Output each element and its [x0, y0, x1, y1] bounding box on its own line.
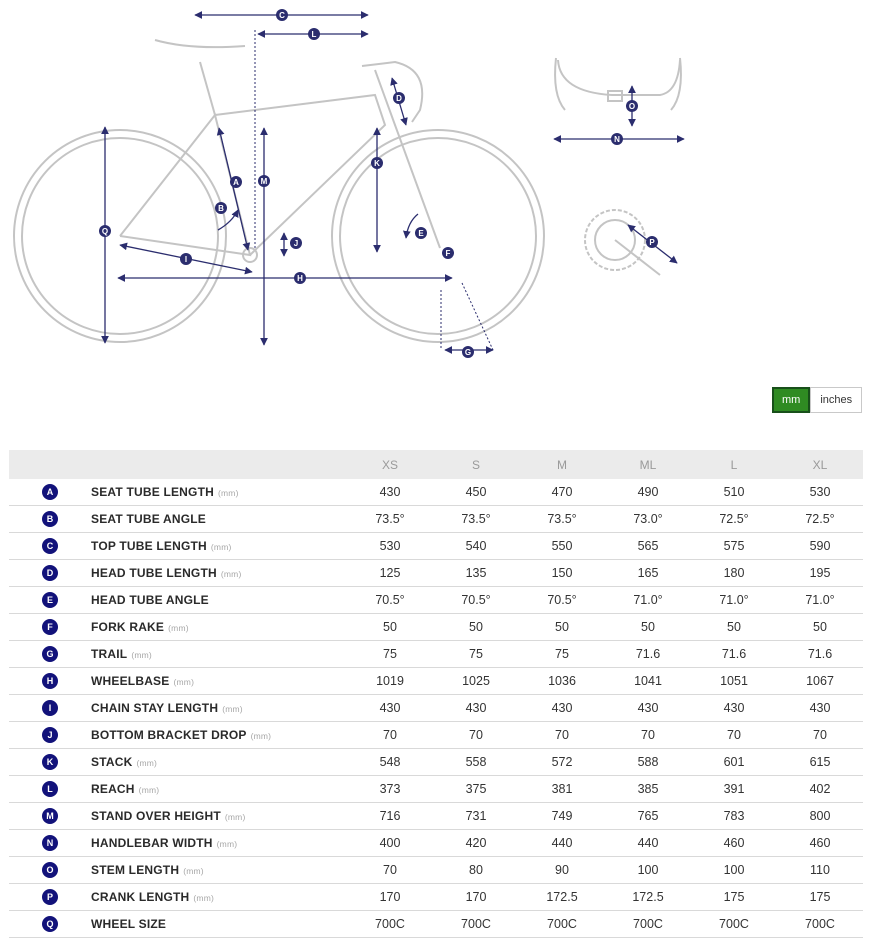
svg-text:J: J — [293, 239, 299, 248]
geometry-table — [9, 450, 863, 938]
measurement-value: 72.5° — [777, 506, 863, 533]
svg-text:K: K — [374, 159, 380, 168]
measurement-value: 700C — [347, 911, 433, 938]
measurement-letter-badge: L — [42, 781, 58, 797]
measurement-unit: (mm) — [222, 704, 243, 714]
measurement-value: 440 — [519, 830, 605, 857]
measurement-value: 749 — [519, 803, 605, 830]
measurement-value: 510 — [691, 479, 777, 506]
front-wheel — [332, 130, 544, 342]
measurement-unit: (mm) — [220, 569, 242, 579]
measurement-unit: (mm) — [168, 623, 189, 633]
measurement-value: 1025 — [433, 668, 519, 695]
measurement-value: 150 — [519, 560, 605, 587]
measurement-label: STACK — [91, 755, 133, 769]
measurement-value: 50 — [777, 614, 863, 641]
measurement-value: 402 — [777, 776, 863, 803]
measurement-value: 75 — [347, 641, 433, 668]
size-header: XS — [347, 450, 433, 479]
measurement-label: BOTTOM BRACKET DROP — [91, 728, 247, 742]
measurement-value: 731 — [433, 803, 519, 830]
table-row — [9, 803, 863, 830]
size-header: S — [433, 450, 519, 479]
table-row — [9, 533, 863, 560]
measurement-value: 450 — [433, 479, 519, 506]
measurement-value: 550 — [519, 533, 605, 560]
measurement-value: 765 — [605, 803, 691, 830]
svg-text:H: H — [297, 274, 303, 283]
measurement-value: 73.5° — [433, 506, 519, 533]
measurement-value: 548 — [347, 749, 433, 776]
measurement-value: 70.5° — [347, 587, 433, 614]
measurement-value: 385 — [605, 776, 691, 803]
measurement-value: 565 — [605, 533, 691, 560]
measurement-value: 70 — [777, 722, 863, 749]
measurement-value: 175 — [691, 884, 777, 911]
measurement-value: 381 — [519, 776, 605, 803]
measurement-value: 72.5° — [691, 506, 777, 533]
measurement-value: 70 — [691, 722, 777, 749]
measurement-value: 170 — [347, 884, 433, 911]
measurement-label: WHEEL SIZE — [91, 917, 167, 931]
measurement-value: 180 — [691, 560, 777, 587]
measurement-value: 70.5° — [433, 587, 519, 614]
measurement-value: 70.5° — [519, 587, 605, 614]
measurement-label: FORK RAKE — [91, 620, 165, 634]
measurement-letter-badge: N — [42, 835, 58, 851]
measurement-value: 530 — [347, 533, 433, 560]
measurement-value: 375 — [433, 776, 519, 803]
measurement-value: 700C — [519, 911, 605, 938]
inches-toggle-button[interactable]: inches — [810, 387, 862, 413]
measurement-value: 75 — [519, 641, 605, 668]
table-row — [9, 722, 863, 749]
label-I — [180, 253, 192, 265]
measurement-letter-badge: P — [42, 889, 58, 905]
measurement-label: SEAT TUBE ANGLE — [91, 512, 207, 526]
measurement-value: 1051 — [691, 668, 777, 695]
measurement-letter-badge: D — [42, 565, 58, 581]
size-header-row — [9, 450, 863, 479]
measurement-value: 400 — [347, 830, 433, 857]
measurement-value: 70 — [347, 857, 433, 884]
measurement-value: 71.6 — [691, 641, 777, 668]
measurement-value: 391 — [691, 776, 777, 803]
label-P — [646, 236, 658, 248]
measurement-value: 558 — [433, 749, 519, 776]
measurement-value: 175 — [777, 884, 863, 911]
measurement-value: 700C — [691, 911, 777, 938]
label-A — [230, 176, 242, 188]
measurement-value: 110 — [777, 857, 863, 884]
measurement-value: 50 — [691, 614, 777, 641]
measurement-value: 50 — [605, 614, 691, 641]
svg-text:G: G — [464, 348, 472, 357]
measurement-value: 588 — [605, 749, 691, 776]
svg-text:O: O — [628, 102, 636, 111]
svg-text:C: C — [279, 11, 285, 20]
table-row — [9, 776, 863, 803]
measurement-letter-badge: Q — [42, 916, 58, 932]
measurement-value: 80 — [433, 857, 519, 884]
measurement-value: 460 — [691, 830, 777, 857]
label-K — [371, 157, 383, 169]
measurement-value: 71.0° — [605, 587, 691, 614]
measurement-letter-badge: K — [42, 754, 58, 770]
measurement-value: 575 — [691, 533, 777, 560]
measurement-unit: (mm) — [216, 839, 238, 849]
size-header: ML — [605, 450, 691, 479]
svg-text:A: A — [233, 178, 239, 187]
svg-text:B: B — [218, 204, 224, 213]
geometry-table-body — [9, 479, 863, 938]
measurement-label: STAND OVER HEIGHT — [91, 809, 221, 823]
handlebar-inset — [554, 58, 684, 139]
label-H — [294, 272, 306, 284]
measurement-label: STEM LENGTH — [91, 863, 180, 877]
measurement-label: REACH — [91, 782, 135, 796]
measurement-label: CRANK LENGTH — [91, 890, 190, 904]
label-O — [626, 100, 638, 112]
measurement-value: 430 — [605, 695, 691, 722]
measurement-value: 50 — [519, 614, 605, 641]
table-row — [9, 506, 863, 533]
measurement-value: 430 — [777, 695, 863, 722]
table-row — [9, 668, 863, 695]
measurement-value: 71.0° — [777, 587, 863, 614]
measurement-unit: (mm) — [173, 677, 195, 687]
measurement-value: 135 — [433, 560, 519, 587]
measurement-value: 50 — [347, 614, 433, 641]
measurement-unit: (mm) — [217, 488, 239, 498]
measurement-value: 73.5° — [347, 506, 433, 533]
table-row — [9, 695, 863, 722]
svg-text:I: I — [184, 255, 188, 264]
label-Q — [99, 225, 111, 237]
measurement-value: 73.5° — [519, 506, 605, 533]
crankset-inset — [585, 210, 677, 275]
measurement-value: 172.5 — [605, 884, 691, 911]
measurement-value: 1041 — [605, 668, 691, 695]
svg-text:N: N — [614, 135, 620, 144]
measurement-value: 70 — [433, 722, 519, 749]
measurement-value: 170 — [433, 884, 519, 911]
label-C — [276, 9, 288, 21]
svg-text:M: M — [260, 177, 268, 186]
measurement-value: 530 — [777, 479, 863, 506]
measurement-value: 430 — [433, 695, 519, 722]
measurement-value: 71.6 — [777, 641, 863, 668]
svg-text:F: F — [445, 249, 451, 258]
measurement-letter-badge: A — [42, 484, 58, 500]
size-header: XL — [777, 450, 863, 479]
table-row — [9, 560, 863, 587]
measurement-value: 572 — [519, 749, 605, 776]
measurement-value: 100 — [691, 857, 777, 884]
measurement-value: 125 — [347, 560, 433, 587]
measurement-value: 716 — [347, 803, 433, 830]
measurement-value: 601 — [691, 749, 777, 776]
measurement-value: 172.5 — [519, 884, 605, 911]
measurement-unit: (mm) — [138, 785, 160, 795]
table-row — [9, 587, 863, 614]
unit-toggle — [772, 387, 862, 413]
measurement-value: 70 — [519, 722, 605, 749]
measurement-value: 430 — [519, 695, 605, 722]
measurement-unit: (mm) — [193, 893, 215, 903]
measurement-label: HANDLEBAR WIDTH — [91, 836, 213, 850]
measurement-value: 420 — [433, 830, 519, 857]
table-row — [9, 479, 863, 506]
measurement-letter-badge: E — [42, 592, 58, 608]
measurement-value: 1019 — [347, 668, 433, 695]
label-G — [462, 346, 474, 358]
measurement-value: 590 — [777, 533, 863, 560]
measurement-label: TRAIL — [91, 647, 128, 661]
measurement-label: SEAT TUBE LENGTH — [91, 485, 214, 499]
label-N — [611, 133, 623, 145]
measurement-unit: (mm) — [210, 542, 232, 552]
measurement-value: 195 — [777, 560, 863, 587]
label-D — [393, 92, 405, 104]
measurement-letter-badge: H — [42, 673, 58, 689]
measurement-letter-badge: O — [42, 862, 58, 878]
table-row — [9, 857, 863, 884]
measurement-letter-badge: I — [42, 700, 58, 716]
measurement-value: 70 — [605, 722, 691, 749]
size-header: L — [691, 450, 777, 479]
measurement-unit: (mm) — [250, 731, 272, 741]
measurement-value: 430 — [347, 479, 433, 506]
measurement-unit: (mm) — [131, 650, 152, 660]
table-row — [9, 614, 863, 641]
measurement-label: HEAD TUBE ANGLE — [91, 593, 209, 607]
measurement-letter-badge: B — [42, 511, 58, 527]
measurement-value: 50 — [433, 614, 519, 641]
svg-text:D: D — [396, 94, 402, 103]
measurement-unit: (mm) — [224, 812, 246, 822]
mm-toggle-button[interactable]: mm — [772, 387, 810, 413]
label-M — [258, 175, 270, 187]
measurement-label: HEAD TUBE LENGTH — [91, 566, 217, 580]
measurement-letter-badge: G — [42, 646, 58, 662]
measurement-value: 430 — [347, 695, 433, 722]
svg-text:L: L — [311, 30, 317, 39]
measurement-value: 783 — [691, 803, 777, 830]
label-E — [415, 227, 427, 239]
measurement-value: 373 — [347, 776, 433, 803]
measurement-value: 700C — [433, 911, 519, 938]
measurement-value: 70 — [347, 722, 433, 749]
label-B — [215, 202, 227, 214]
svg-text:E: E — [418, 229, 424, 238]
measurement-value: 540 — [433, 533, 519, 560]
measurement-value: 800 — [777, 803, 863, 830]
measurement-value: 490 — [605, 479, 691, 506]
measurement-letter-badge: J — [42, 727, 58, 743]
measurement-value: 615 — [777, 749, 863, 776]
measurement-unit: (mm) — [183, 866, 204, 876]
measurement-value: 73.0° — [605, 506, 691, 533]
measurement-value: 470 — [519, 479, 605, 506]
measurement-value: 1067 — [777, 668, 863, 695]
measurement-letter-badge: F — [42, 619, 58, 635]
label-F — [442, 247, 454, 259]
measurement-label: CHAIN STAY LENGTH — [91, 701, 219, 715]
label-J — [290, 237, 302, 249]
measurement-value: 71.0° — [691, 587, 777, 614]
measurement-letter-badge: C — [42, 538, 58, 554]
measurement-value: 71.6 — [605, 641, 691, 668]
table-row — [9, 641, 863, 668]
measurement-value: 90 — [519, 857, 605, 884]
measurement-value: 440 — [605, 830, 691, 857]
svg-text:Q: Q — [101, 227, 109, 236]
measurement-label: TOP TUBE LENGTH — [91, 539, 207, 553]
svg-text:P: P — [649, 238, 655, 247]
bike-geometry-diagram — [0, 0, 874, 370]
size-header: M — [519, 450, 605, 479]
measurement-value: 460 — [777, 830, 863, 857]
measurement-value: 165 — [605, 560, 691, 587]
table-row — [9, 830, 863, 857]
measurement-value: 430 — [691, 695, 777, 722]
label-L — [308, 28, 320, 40]
table-row — [9, 884, 863, 911]
measurement-unit: (mm) — [136, 758, 158, 768]
measurement-value: 1036 — [519, 668, 605, 695]
measurement-value: 700C — [777, 911, 863, 938]
measurement-letter-badge: M — [42, 808, 58, 824]
measurement-value: 700C — [605, 911, 691, 938]
measurement-value: 100 — [605, 857, 691, 884]
measurement-value: 75 — [433, 641, 519, 668]
table-row — [9, 749, 863, 776]
table-row — [9, 911, 863, 938]
measurement-label: WHEELBASE — [91, 674, 170, 688]
